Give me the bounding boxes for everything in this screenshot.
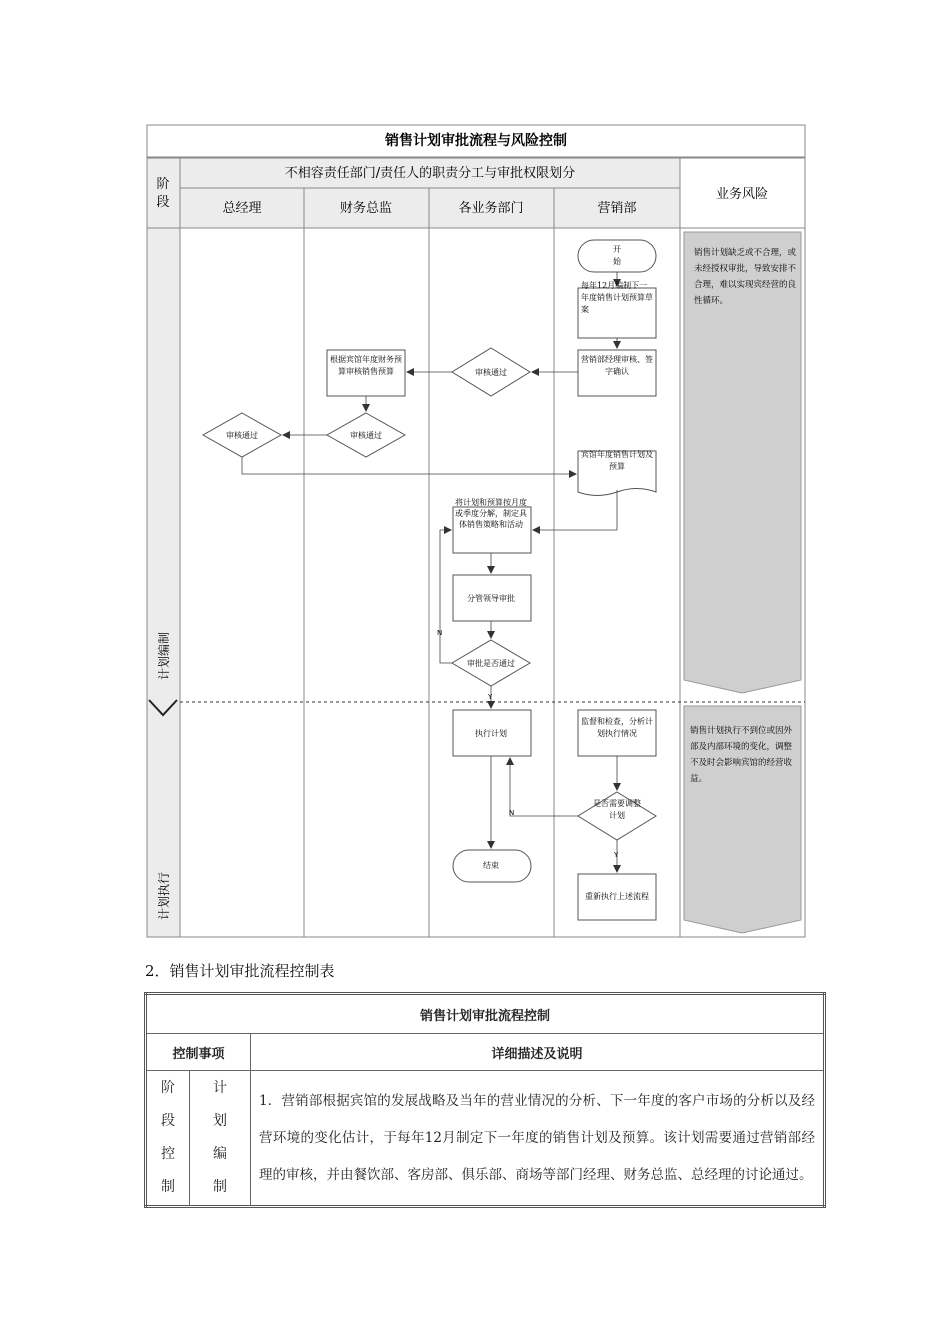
lane-label-0: 总经理: [222, 201, 262, 216]
node-text-start: 开: [613, 245, 621, 254]
lane-label-2: 各业务部门: [458, 201, 524, 216]
node-text-dept_pass: 审核通过: [475, 368, 507, 377]
table-header-control-item: 控制事项: [146, 1034, 251, 1071]
node-text-leader: 分管领导审批: [467, 594, 515, 603]
lane-label-1: 财务总监: [339, 201, 393, 216]
node-text-monitor: 划执行情况: [597, 729, 637, 738]
edge-label-n-approval: N: [437, 629, 443, 637]
risk-text-0: 销售计划缺乏或不合理，或: [694, 248, 797, 258]
node-text-mgr_review: 字确认: [605, 367, 629, 376]
node-text-approved: 审批是否通过: [467, 659, 515, 668]
node-text-monitor: 监督和检查，分析计: [581, 717, 653, 726]
node-text-decompose: 或季度分解，制定具: [455, 509, 527, 518]
node-text-gm_pass: 审核通过: [226, 431, 258, 440]
description-cell: 1．营销部根据宾馆的发展战略及当年的营业情况的分析、下一年度的客户市场的分析以及经营环境的变化估计，于每年12月制定下一年度的销售计划及预算。该计划需要通过营销部经理的审核，并由餐饮部、客房部、俱乐部、商场等部门经理、财务总监、总经理的讨论通过。: [251, 1071, 825, 1207]
edge-label-n-adjust: N: [509, 809, 515, 817]
node-text-fin_review: 根据宾馆年度财务预: [330, 355, 402, 364]
stage-label-0: 计划编制: [157, 631, 171, 680]
risk-text-0: 性循环。: [694, 296, 729, 306]
table-title: 销售计划审批流程控制: [146, 994, 825, 1034]
risk-text-1: 不及时会影响宾馆的经营收: [690, 758, 793, 768]
node-text-adjust: 是否需要调整: [593, 799, 641, 808]
risk-text-0: 合理，难以实现宾经营的良: [694, 280, 797, 290]
risk-panel-execution: [684, 706, 801, 933]
node-text-fin_review: 算审核销售预算: [338, 367, 394, 376]
edge-label-y-adjust: Y: [614, 851, 619, 859]
stage-header-char: 段: [156, 195, 170, 210]
stage-header-char: 阶: [156, 177, 170, 192]
risk-text-0: 未经授权审批，导致安排不: [694, 264, 797, 274]
stage-column: [147, 228, 180, 937]
node-text-start: 始: [613, 257, 621, 266]
node-text-mgr_review: 营销部经理审核、签: [581, 355, 653, 364]
node-text-draft: 案: [581, 305, 589, 314]
risk-text-1: 部及内部环境的变化，调整: [690, 742, 793, 752]
node-text-draft: 每年12月编制下一: [581, 281, 648, 290]
node-text-decompose: 体销售策略和活动: [459, 520, 523, 529]
node-text-draft: 年度销售计划预算草: [581, 293, 653, 302]
risk-header: 业务风险: [715, 187, 769, 202]
stage-control-label: 阶 段 控 制: [146, 1071, 190, 1207]
node-text-end: 结束: [483, 861, 499, 870]
division-header: 不相容责任部门/责任人的职责分工与审批权限划分: [284, 166, 576, 181]
node-text-execute: 执行计划: [475, 729, 507, 738]
section-heading: 2．销售计划审批流程控制表: [145, 962, 335, 980]
node-text-doc: 预算: [609, 462, 625, 471]
plan-compile-label: 计 划 编 制: [190, 1071, 251, 1207]
lane-label-3: 营销部: [597, 201, 637, 216]
stage-label-1: 计划执行: [157, 871, 171, 920]
node-text-adjust: 计划: [609, 811, 625, 820]
diagram-title: 销售计划审批流程与风险控制: [385, 133, 567, 149]
edge-label-y-approval: Y: [488, 693, 493, 701]
node-text-fin_pass: 审核通过: [350, 431, 382, 440]
risk-text-1: 益。: [690, 774, 708, 784]
control-table: [144, 992, 826, 1208]
node-text-decompose: 将计划和预算按月度: [455, 498, 527, 507]
table-header-description: 详细描述及说明: [251, 1034, 825, 1071]
risk-text-1: 销售计划执行不到位或因外: [690, 726, 793, 736]
node-text-rerun: 重新执行上述流程: [585, 892, 649, 901]
node-text-doc: 宾馆年度销售计划及: [581, 450, 653, 459]
